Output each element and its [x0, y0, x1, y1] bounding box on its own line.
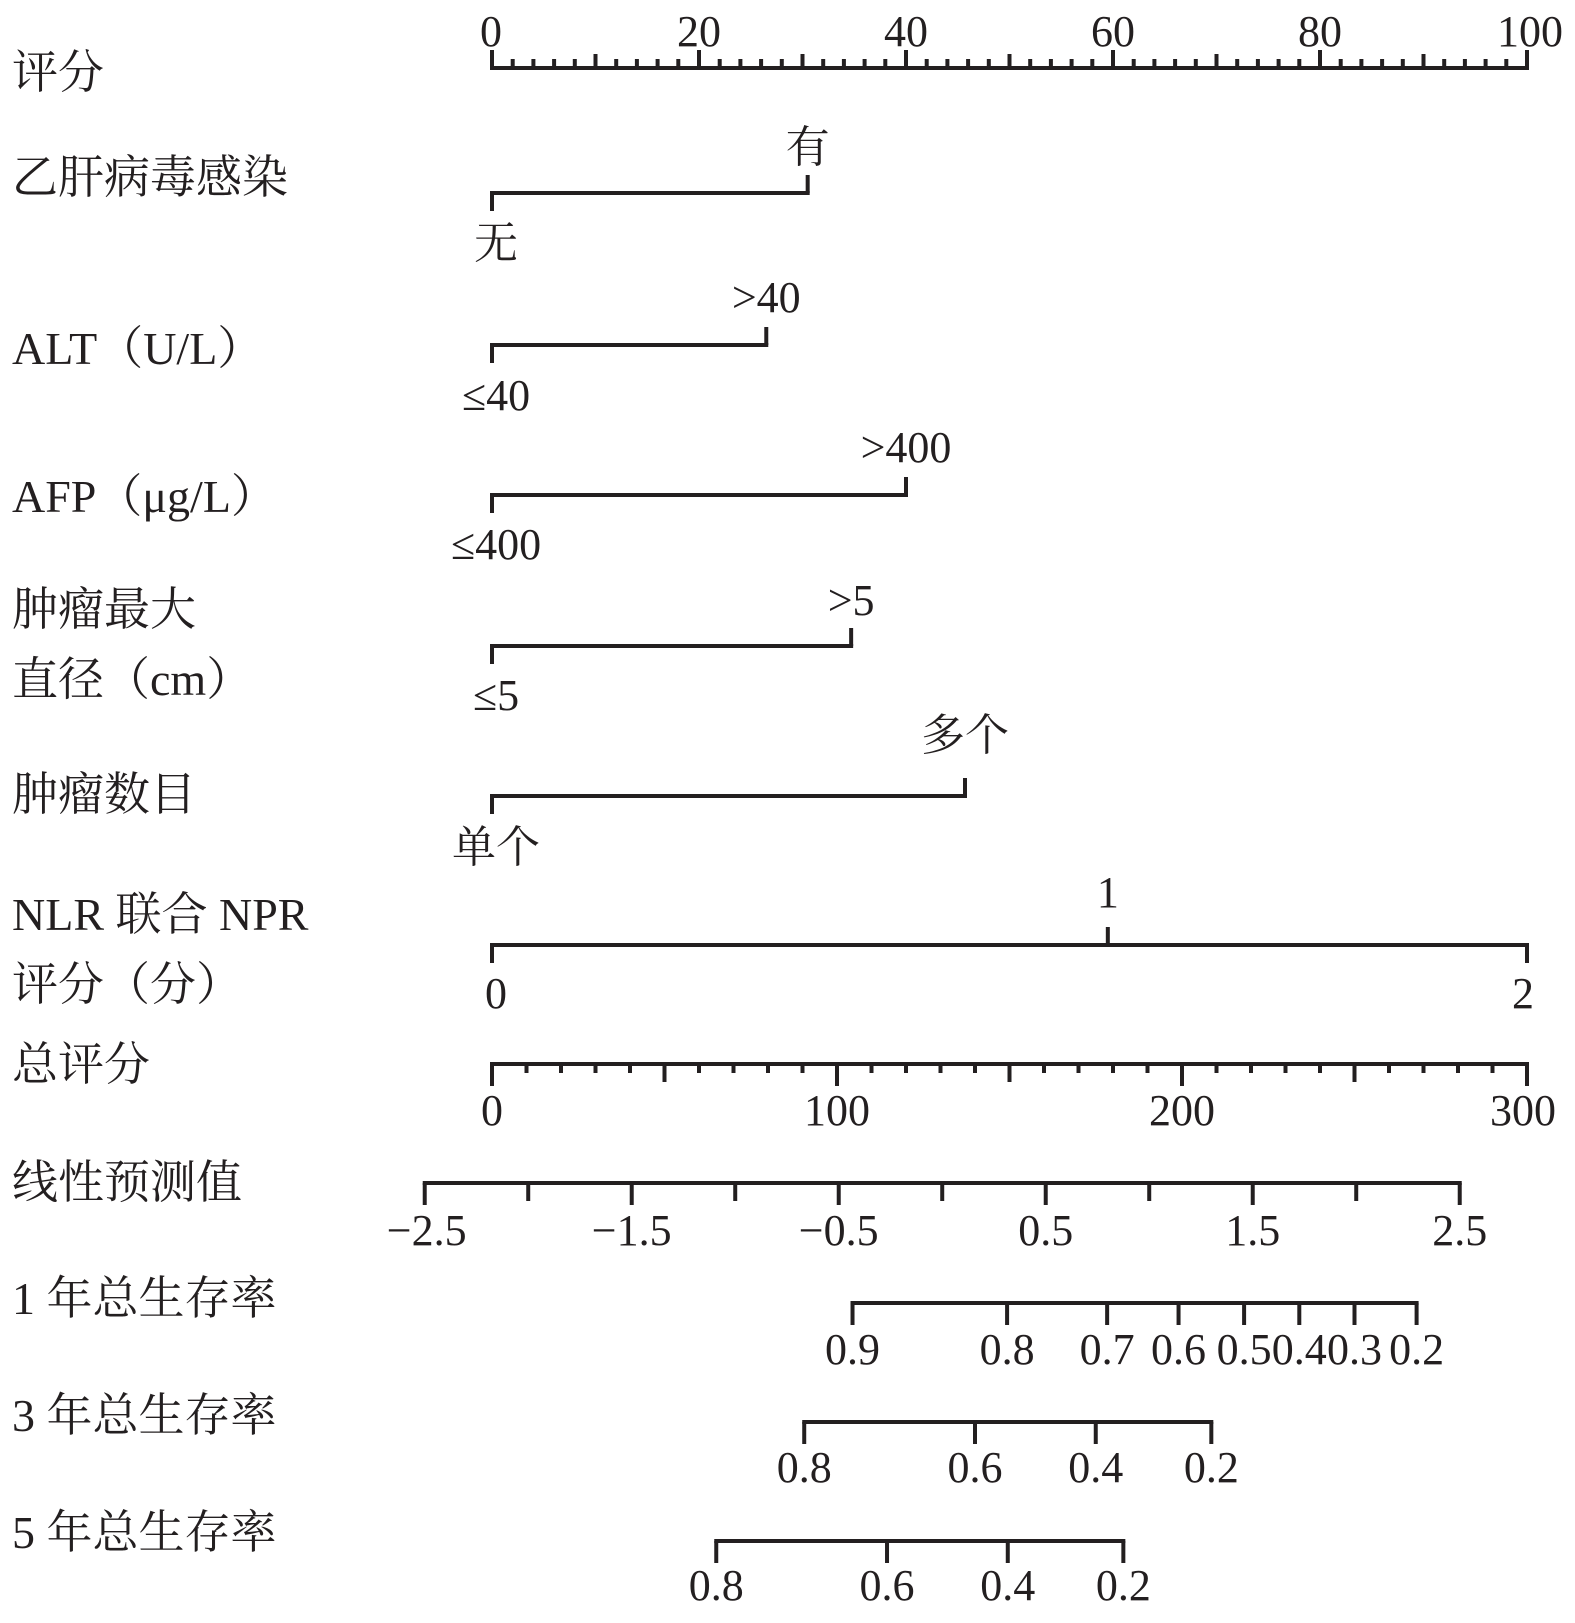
- linear-predictor-tick-label: −2.5: [386, 1206, 467, 1255]
- total-tick-label: 300: [1490, 1086, 1556, 1135]
- variable-axes: [451, 123, 1534, 1018]
- total-tick-label: 200: [1149, 1086, 1215, 1135]
- variable-label-afp: AFP（μg/L）: [12, 471, 277, 522]
- survival-tick-label: 0.4: [980, 1561, 1036, 1610]
- survival-tick-label: 0.2: [1389, 1325, 1445, 1374]
- linear-predictor-tick-label: −0.5: [798, 1206, 879, 1255]
- survival-tick-label: 0.4: [1271, 1325, 1327, 1374]
- survival-tick-label: 0.6: [1151, 1325, 1207, 1374]
- total-points-label: 总评分: [12, 1039, 150, 1090]
- survival-tick-label: 0.6: [859, 1561, 915, 1610]
- points-tick-label: 100: [1497, 7, 1563, 56]
- survival-tick-label: 0.2: [1095, 1561, 1151, 1610]
- variable-label-nlr-npr-score: 评分（分）: [12, 959, 242, 1010]
- survival-tick-label: 0.2: [1183, 1443, 1239, 1492]
- points-tick-label: 20: [677, 7, 721, 56]
- variable-level-label: >400: [860, 423, 952, 472]
- total-points-axis: [481, 1064, 1556, 1135]
- points-tick-label: 0: [480, 7, 502, 56]
- linear-predictor-tick-label: 1.5: [1225, 1206, 1281, 1255]
- total-tick-label: 0: [481, 1086, 503, 1135]
- variable-level-label: 无: [474, 219, 518, 268]
- variable-label-alt: ALT（U/L）: [12, 323, 264, 374]
- variable-label-tumor-diameter: 肿瘤最大: [12, 584, 196, 635]
- survival-tick-label: 0.9: [825, 1325, 881, 1374]
- linear-predictor-tick-label: −1.5: [591, 1206, 672, 1255]
- survival-tick-label: 0.6: [947, 1443, 1003, 1492]
- survival-label-os-3yr: 3 年总生存率: [12, 1390, 277, 1441]
- survival-label-os-5yr: 5 年总生存率: [12, 1507, 277, 1558]
- survival-axes: [689, 1303, 1444, 1610]
- points-tick-label: 80: [1298, 7, 1342, 56]
- survival-label-os-1yr: 1 年总生存率: [12, 1273, 277, 1324]
- survival-tick-label: 0.7: [1079, 1325, 1135, 1374]
- linear-predictor-tick-label: 0.5: [1018, 1206, 1074, 1255]
- variable-level-label: 多个: [920, 711, 1009, 760]
- survival-tick-label: 0.5: [1216, 1325, 1272, 1374]
- survival-tick-label: 0.8: [688, 1561, 744, 1610]
- variable-level-label: 有: [785, 123, 830, 172]
- linear-predictor-tick-label: 2.5: [1432, 1206, 1488, 1255]
- variable-level-label: ≤40: [461, 371, 531, 420]
- points-tick-label: 40: [884, 7, 928, 56]
- row-labels: [12, 47, 309, 1558]
- variable-level-label: ≤5: [472, 671, 520, 720]
- variable-label-tumor-diameter: 直径（cm）: [12, 654, 253, 705]
- points-tick-label: 60: [1091, 7, 1135, 56]
- variable-level-label: >5: [827, 576, 875, 625]
- points-axis: [480, 7, 1563, 68]
- variable-level-label: 0: [485, 969, 507, 1018]
- linear-predictor-label: 线性预测值: [12, 1157, 242, 1208]
- points-axis-label: 评分: [12, 47, 104, 98]
- survival-tick-label: 0.8: [776, 1443, 832, 1492]
- variable-level-label: >40: [731, 273, 801, 322]
- survival-tick-label: 0.8: [979, 1325, 1035, 1374]
- variable-level-label: 单个: [452, 823, 540, 872]
- variable-level-label: ≤400: [450, 520, 542, 569]
- variable-label-tumor-number: 肿瘤数目: [12, 769, 196, 820]
- variable-label-hbv: 乙肝病毒感染: [12, 152, 288, 203]
- variable-label-nlr-npr-score: NLR 联合 NPR: [12, 889, 309, 940]
- linear-predictor-axis: [387, 1183, 1487, 1255]
- variable-level-label: 1: [1096, 868, 1119, 917]
- total-tick-label: 100: [804, 1086, 870, 1135]
- variable-level-label: 2: [1512, 969, 1534, 1018]
- survival-tick-label: 0.4: [1068, 1443, 1124, 1492]
- survival-tick-label: 0.3: [1327, 1325, 1382, 1374]
